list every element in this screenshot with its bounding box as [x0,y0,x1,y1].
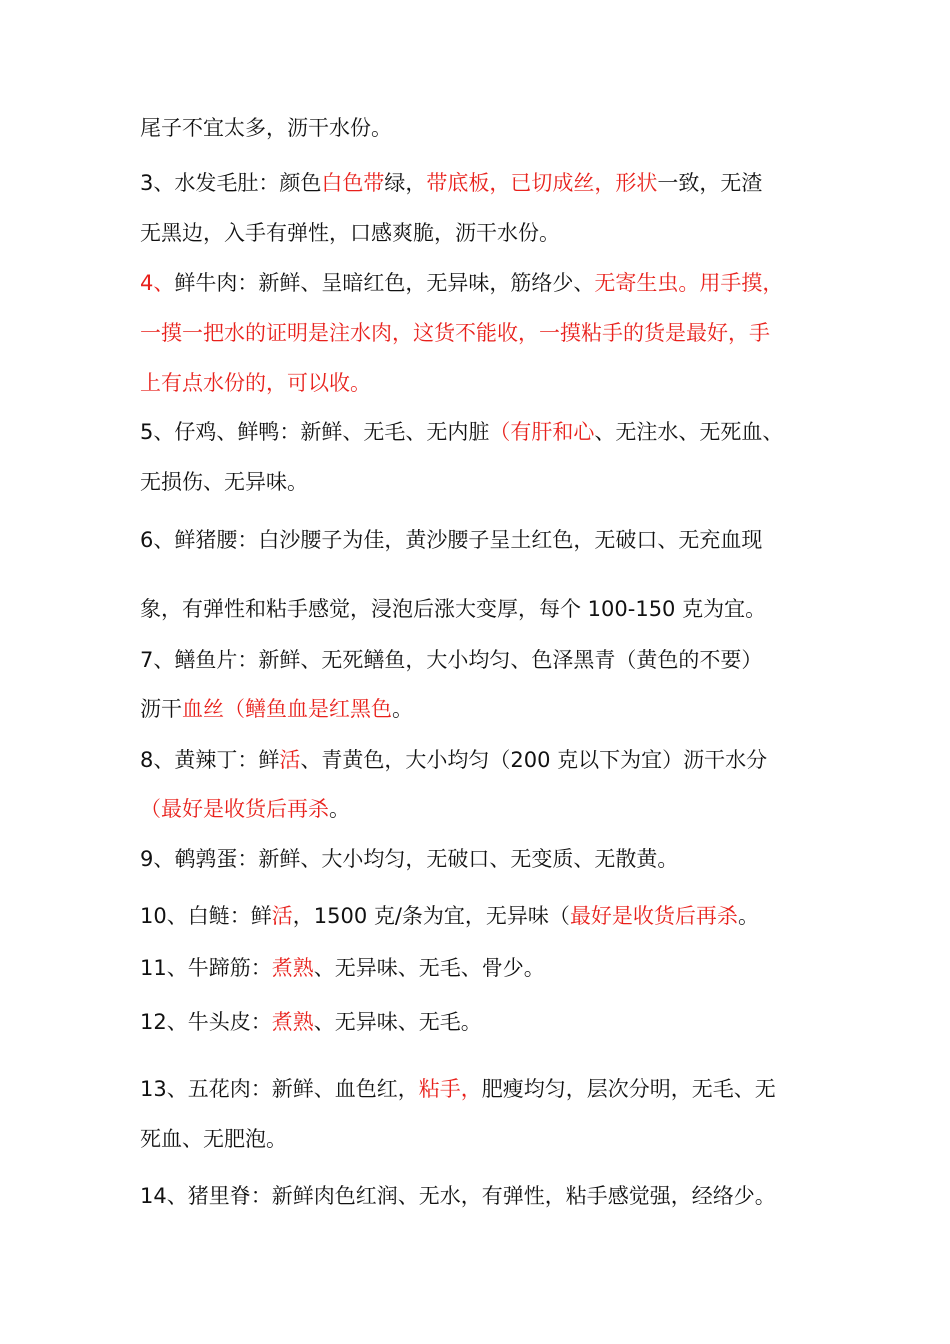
highlighted-text: （ [140,797,161,821]
highlighted-text: 一摸一把水的证明是注水肉，这货不能收，一摸粘手的货是最好，手 [140,321,770,345]
text-line [140,695,413,723]
text-segment: 死血、无肥泡。 [140,1127,287,1151]
text-segment: 、无注水、无死血、 [594,420,784,444]
highlighted-text: 带底板，已切成丝，形状 [426,171,658,195]
text-segment: 13、五花肉：新鲜、血色红， [140,1077,419,1101]
text-segment: 象，有弹性和粘手感觉，浸泡后涨大变厚，每个 100-150 克为宜。 [140,597,767,621]
highlighted-text: 活 [271,904,293,928]
highlighted-text: 煮熟 [271,1010,314,1034]
highlighted-text: 血丝（鳝鱼血是红黑色 [182,697,392,721]
text-line [140,418,783,446]
highlighted-text: 煮熟 [271,956,314,980]
text-segment: 。 [737,904,759,928]
text-line [140,954,545,982]
text-segment: 8、黄辣丁：鲜 [140,748,280,772]
text-line [140,595,766,623]
highlighted-text: 白色带 [321,171,385,195]
text-line [140,169,762,197]
text-segment: 9、鹌鹑蛋：新鲜、大小均匀，无破口、无变质、无散黄。 [140,847,679,871]
text-segment: 绿， [384,171,427,195]
text-line [140,646,762,674]
text-segment: 。 [329,797,350,821]
highlighted-text: 上有点水份的，可以收。 [140,371,371,395]
text-line [140,526,762,554]
text-segment: 、青黄色，大小均匀（200 克以下为宜）沥干水分 [300,748,768,772]
text-line [140,746,767,774]
text-segment: 5、仔鸡、鲜鸭：新鲜、无毛、无内脏 [140,420,490,444]
text-segment: 10、白鲢：鲜 [140,904,272,928]
text-segment: 6、鲜猪腰：白沙腰子为佳，黄沙腰子呈土红色，无破口、无充血现 [140,528,763,552]
highlighted-text: 无寄生虫。用手摸， [594,271,784,295]
text-segment: 、无异味、无毛。 [313,1010,482,1034]
text-line [140,369,371,397]
text-segment: 尾子不宜太多，沥干水份。 [140,116,392,140]
text-segment: 7、鳝鱼片：新鲜、无死鳝鱼，大小均匀、色泽黑青（黄色的不要） [140,648,763,672]
text-segment: 一致，无渣 [657,171,763,195]
text-line [140,1125,287,1153]
text-line [140,1182,776,1210]
text-line [140,1075,776,1103]
text-segment: 14、猪里脊：新鲜肉色红润、无水，有弹性，粘手感觉强，经络少。 [140,1184,776,1208]
text-segment: 、无异味、无毛、骨少。 [313,956,545,980]
highlighted-text: 最好是收货后再杀 [569,904,738,928]
text-line [140,1008,482,1036]
highlighted-text: 4、 [140,271,175,295]
text-segment: 。 [392,697,413,721]
text-segment: 肥瘦均匀，层次分明，无毛、无 [481,1077,776,1101]
highlighted-text: 活 [279,748,301,772]
text-segment: ，1500 克/条为宜，无异味（ [292,904,570,928]
text-segment: 无损伤、无异味。 [140,470,308,494]
text-line [140,468,308,496]
text-line [140,845,678,873]
text-segment: 沥干 [140,697,182,721]
text-line [140,269,783,297]
text-line [140,114,392,142]
text-line [140,219,560,247]
text-segment: 3、水发毛肚：颜色 [140,171,322,195]
text-line [140,795,350,823]
text-line [140,319,770,347]
text-segment: 12、牛头皮： [140,1010,272,1034]
text-segment: 无黑边，入手有弹性，口感爽脆，沥干水份。 [140,221,560,245]
text-segment: 鲜牛肉：新鲜、呈暗红色，无异味，筋络少、 [174,271,595,295]
highlighted-text: 最好是收货后再杀 [161,797,329,821]
highlighted-text: （有肝和心 [489,420,595,444]
text-segment: 11、牛蹄筋： [140,956,272,980]
text-line [140,902,759,930]
highlighted-text: 粘手， [418,1077,482,1101]
